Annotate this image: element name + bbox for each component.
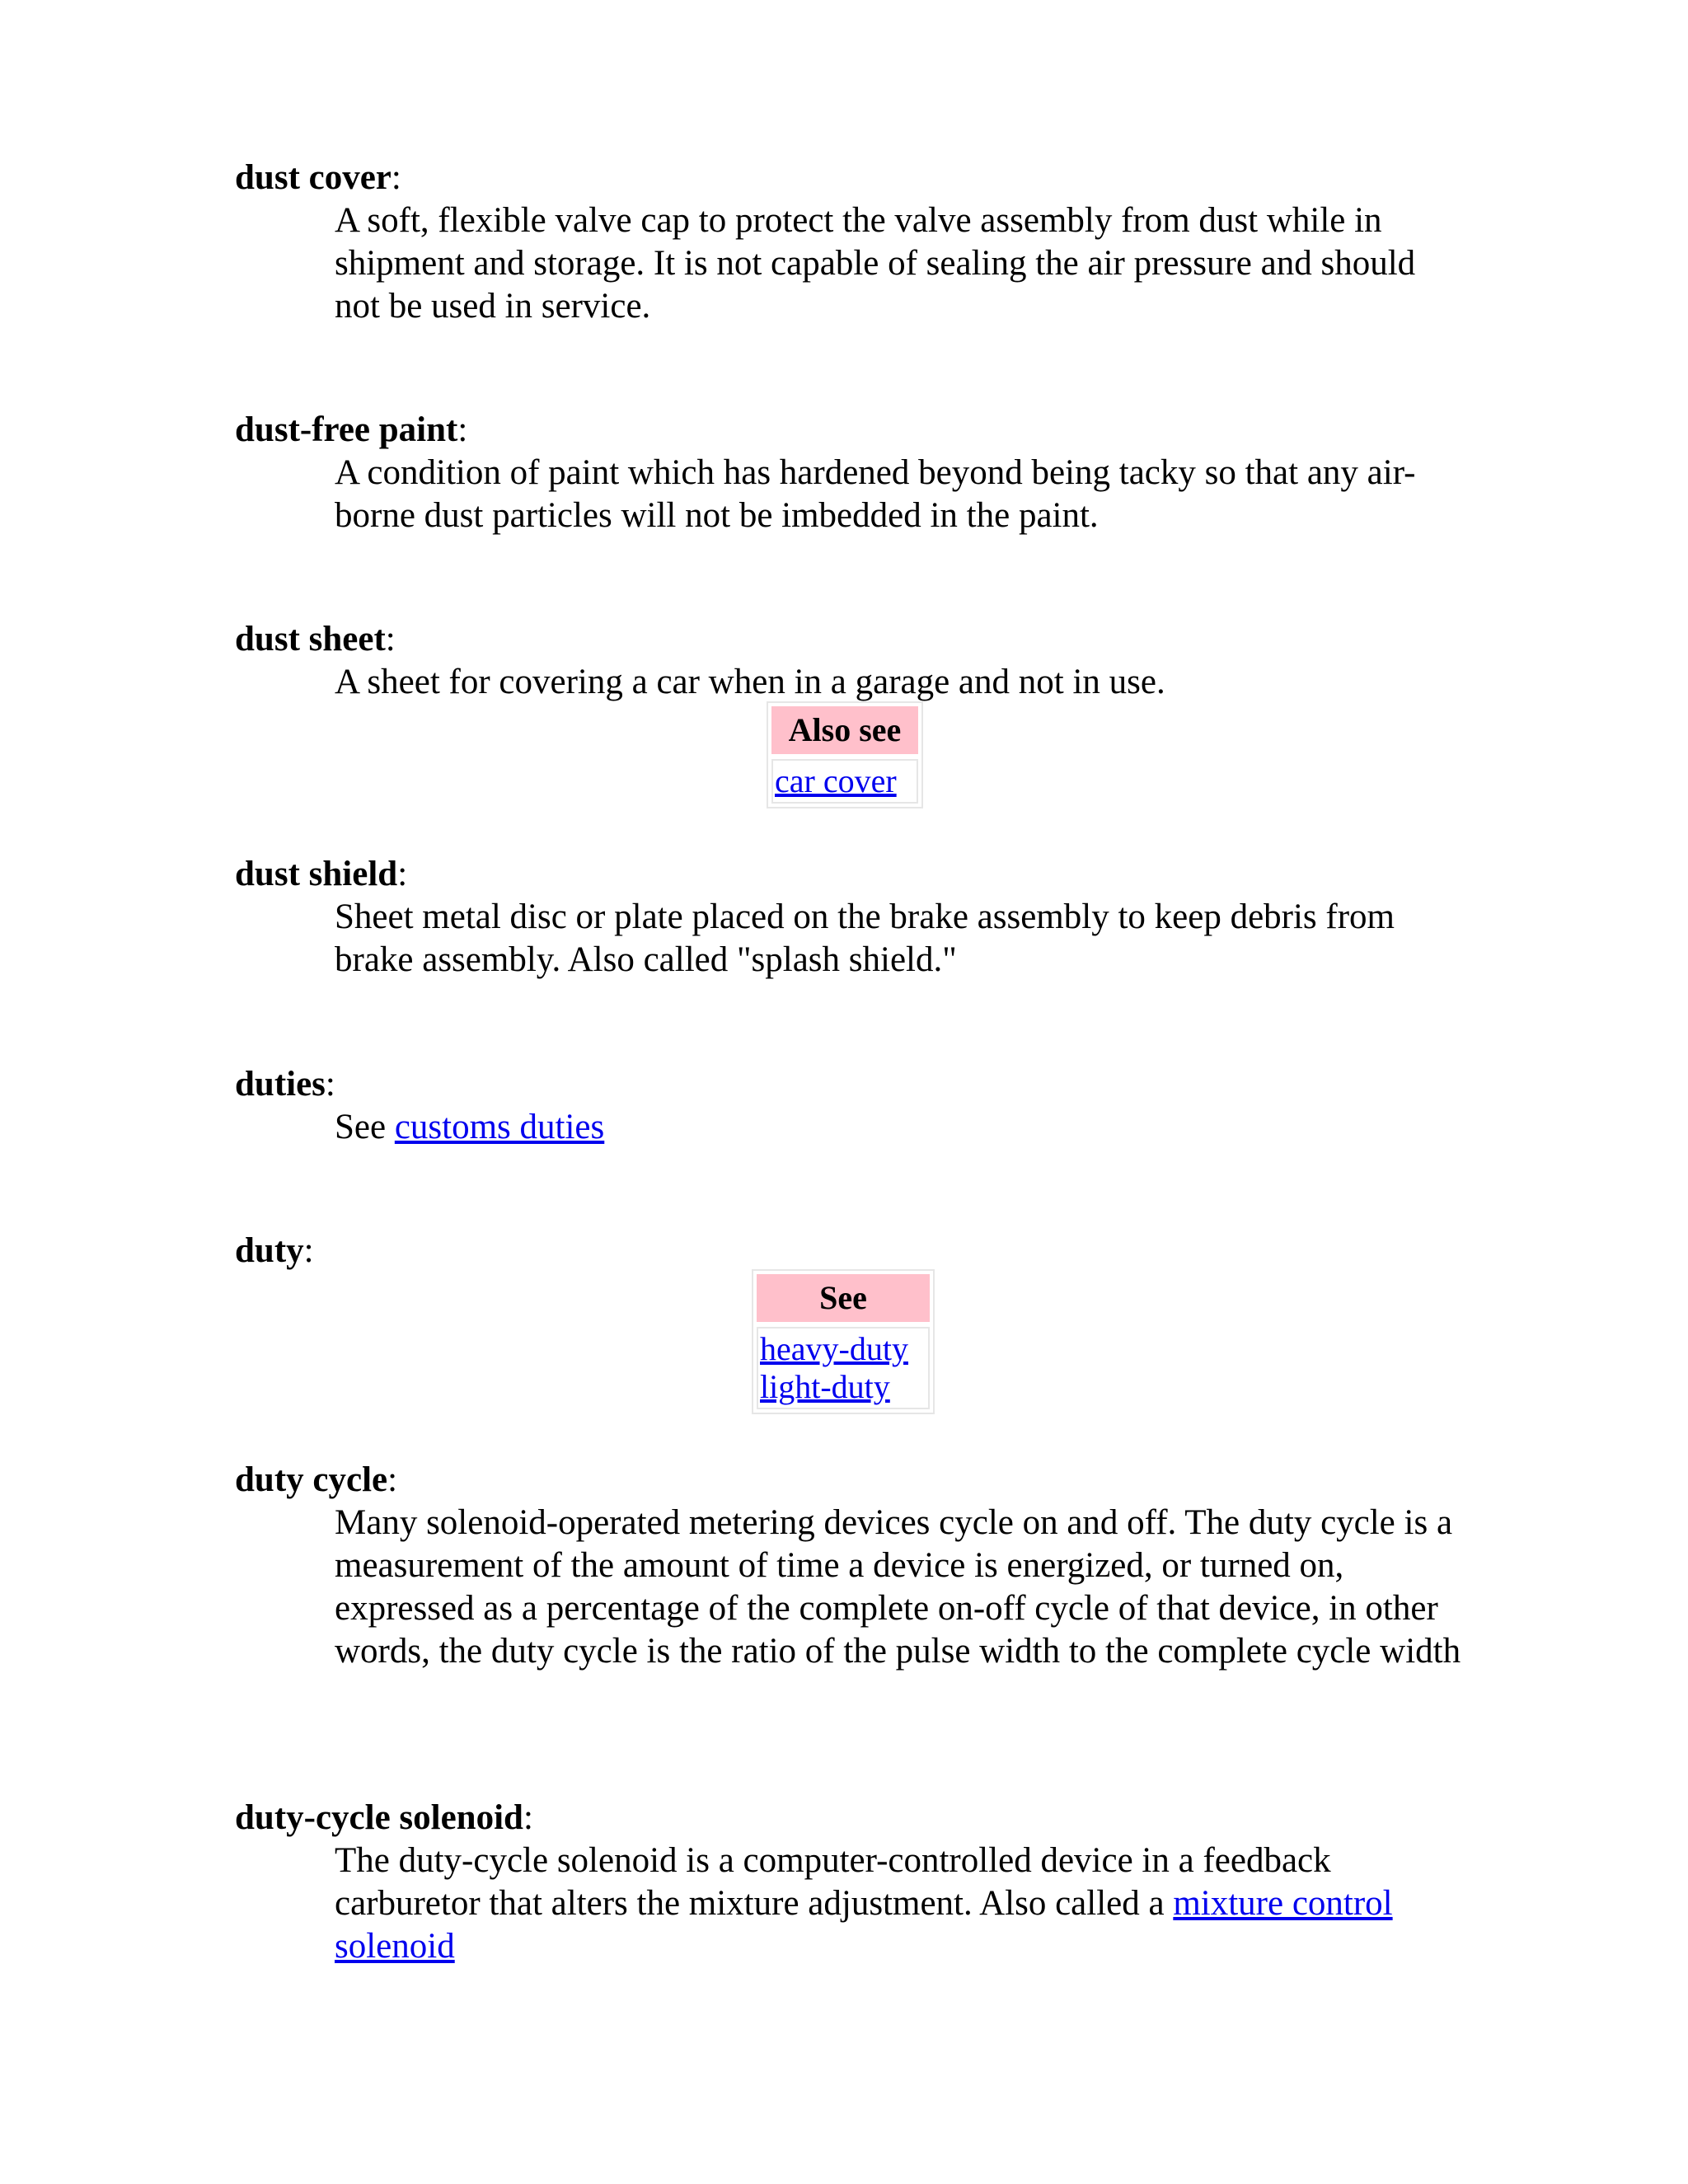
- term-name: duty cycle: [235, 1460, 388, 1499]
- term-name: dust-free paint: [235, 410, 458, 449]
- term-duty: duty:: [235, 1231, 314, 1270]
- definition-text: See: [335, 1108, 395, 1146]
- see-heading: See: [757, 1274, 930, 1322]
- definition-dust-sheet: A sheet for covering a car when in a garage and not in use.: [335, 663, 1165, 701]
- term-name: duty: [235, 1231, 304, 1270]
- definition-dust-free-paint: A condition of paint which has hardened beyond being tacky so that any air-borne dust particles will not be imbedded in the paint.: [335, 453, 1416, 535]
- definition-dust-shield: Sheet metal disc or plate placed on the brake assembly to keep debris from brake assembly. Also called "splash shield.": [335, 898, 1395, 979]
- also-see-links: [771, 759, 918, 804]
- definition-text: The duty-cycle solenoid is a computer-controlled device in a feedback carburetor that alters the mixture adjustment. Also called a: [335, 1841, 1331, 1923]
- term-duty-cycle-solenoid: duty-cycle solenoid:: [235, 1798, 533, 1837]
- term-name: duties: [235, 1065, 326, 1104]
- definition-dust-cover: A soft, flexible valve cap to protect the valve assembly from dust while in shipment and storage. It is not capable of sealing the air pressure and should not be used in service.: [335, 201, 1416, 326]
- term-dust-shield: dust shield:: [235, 855, 408, 893]
- term-name: dust cover: [235, 158, 392, 197]
- definition-duties: [335, 1106, 1464, 1149]
- see-links: [757, 1327, 930, 1409]
- term-dust-sheet: dust sheet:: [235, 620, 396, 658]
- link-mixture-control-solenoid[interactable]: mixture control solenoid: [335, 1884, 1393, 1966]
- term-name: dust shield: [235, 855, 398, 893]
- link-customs-duties[interactable]: customs duties: [394, 1108, 605, 1146]
- term-name: dust sheet: [235, 620, 386, 658]
- also-see-heading: Also see: [771, 706, 918, 754]
- term-duty-cycle: duty cycle:: [235, 1460, 398, 1499]
- see-box: [752, 1269, 935, 1414]
- definition-duty-cycle: Many solenoid-operated metering devices cycle on and off. The duty cycle is a measurement of the amount of time a device is energized, or turned on, expressed as a percentage of the complete on-off cycle of that device, in other words, the duty cycle is the ratio of the pulse width to the complete cycle width: [335, 1503, 1461, 1671]
- definition-duty-cycle-solenoid: [335, 1840, 1464, 1968]
- also-see-box: [767, 701, 923, 808]
- link-light-duty[interactable]: light-duty: [760, 1368, 890, 1405]
- link-car-cover[interactable]: car cover: [775, 762, 897, 799]
- term-duties: duties:: [235, 1065, 335, 1104]
- term-dust-cover: dust cover:: [235, 158, 401, 197]
- term-name: duty-cycle solenoid: [235, 1798, 523, 1837]
- term-dust-free-paint: dust-free paint:: [235, 410, 468, 449]
- link-heavy-duty[interactable]: heavy-duty: [760, 1330, 908, 1367]
